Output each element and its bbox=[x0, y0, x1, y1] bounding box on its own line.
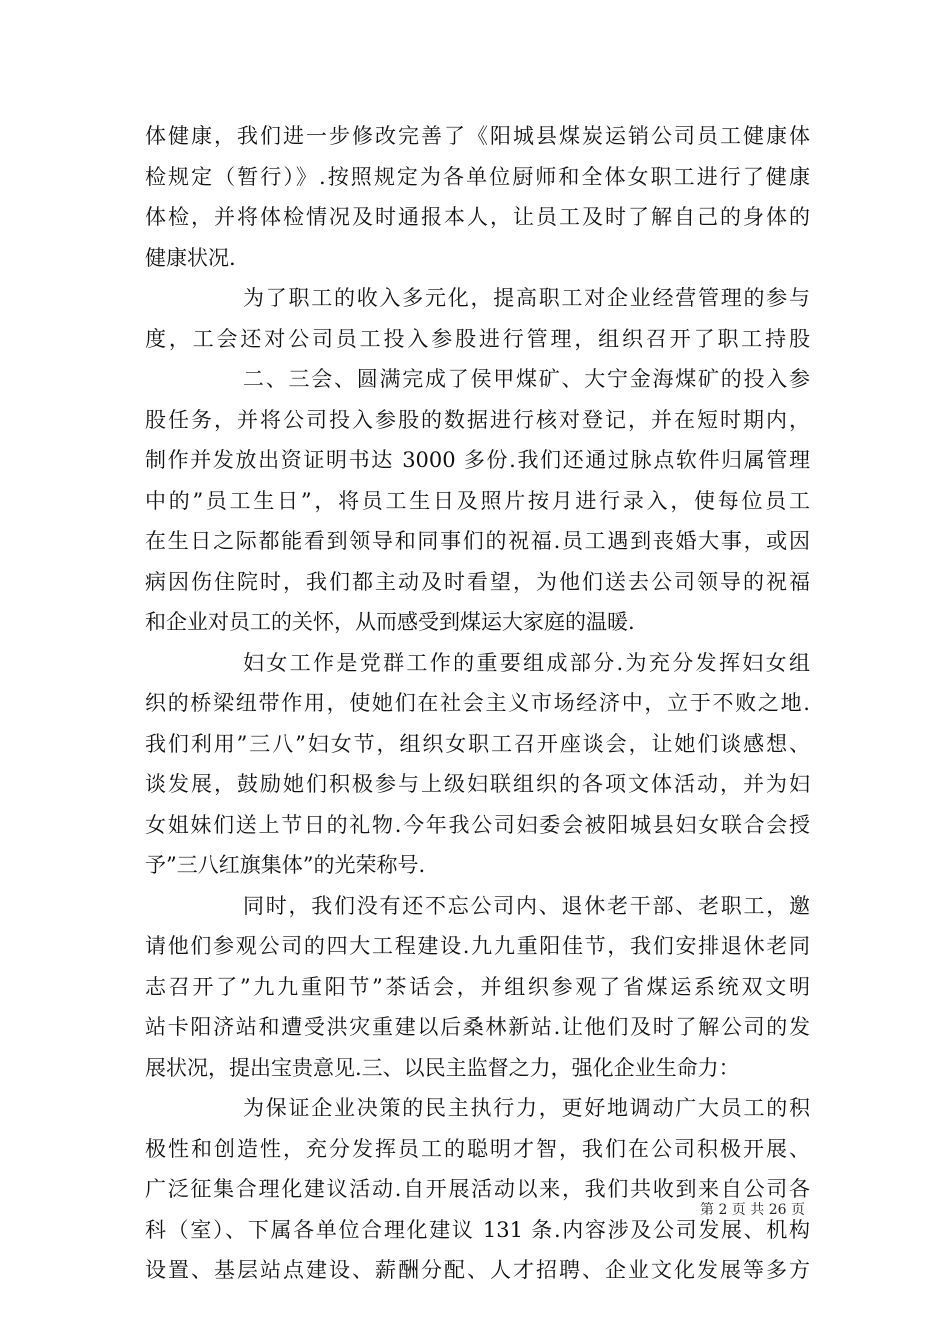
text-line: 科（室）、下属各单位合理化建议 131 条.内容涉及公司发展、机构 bbox=[145, 1217, 810, 1242]
page-number-footer: 第 2 页 共 26 页 bbox=[700, 1202, 805, 1218]
text-line: 健康状况. bbox=[145, 245, 236, 270]
text-line: 制作并发放出资证明书达 3000 多份.我们还通过脉点软件归属管理 bbox=[145, 448, 810, 472]
text-line: 广泛征集合理化建议活动.自开展活动以来，我们共收到来自公司各 bbox=[145, 1177, 810, 1201]
text-line: 设置、基层站点建设、薪酬分配、人才招聘、企业文化发展等多方 bbox=[145, 1258, 810, 1282]
text-line: 为了职工的收入多元化，提高职工对企业经营管理的参与 bbox=[243, 286, 810, 310]
text-line: 我们利用”三八”妇女节，组织女职工召开座谈会，让她们谈感想、 bbox=[145, 731, 810, 756]
text-line: 站卡阳济站和遭受洪灾重建以后桑林新站.让他们及时了解公司的发 bbox=[145, 1015, 810, 1039]
text-line: 同时，我们没有还不忘公司内、退休老干部、老职工，邀 bbox=[243, 893, 810, 918]
text-line: 中的”员工生日”，将员工生日及照片按月进行录入，使每位员工 bbox=[145, 488, 810, 513]
text-line: 体健康，我们进一步修改完善了《阳城县煤炭运销公司员工健康体 bbox=[145, 124, 810, 148]
text-line: 为保证企业决策的民主执行力，更好地调动广大员工的积 bbox=[243, 1096, 810, 1120]
text-line: 和企业对员工的关怀，从而感受到煤运大家庭的温暖. bbox=[145, 610, 635, 634]
text-line: 妇女工作是党群工作的重要组成部分.为充分发挥妇女组 bbox=[243, 650, 810, 675]
text-line: 志召开了”九九重阳节”茶话会，并组织参观了省煤运系统双文明 bbox=[145, 974, 810, 999]
text-line: 极性和创造性，充分发挥员工的聪明才智，我们在公司积极开展、 bbox=[145, 1136, 810, 1161]
text-line: 展状况，提出宝贵意见.三、以民主监督之力，强化企业生命力： bbox=[145, 1055, 740, 1080]
text-line: 体检，并将体检情况及时通报本人，让员工及时了解自己的身体的 bbox=[145, 205, 810, 229]
text-line: 二、三会、圆满完成了侯甲煤矿、大宁金海煤矿的投入参 bbox=[243, 367, 810, 391]
text-line: 女姐妹们送上节日的礼物.今年我公司妇委会被阳城县妇女联合会授 bbox=[145, 812, 810, 837]
text-line: 谈发展，鼓励她们积极参与上级妇联组织的各项文体活动，并为妇 bbox=[145, 772, 810, 796]
text-line: 检规定（暂行）》.按照规定为各单位厨师和全体女职工进行了健康 bbox=[145, 164, 810, 189]
text-line: 织的桥梁纽带作用，使她们在社会主义市场经济中，立于不败之地. bbox=[145, 691, 810, 715]
document-body bbox=[145, 116, 810, 1291]
text-line: 度，工会还对公司员工投入参股进行管理，组织召开了职工持股 bbox=[145, 326, 810, 351]
text-line: 予”三八红旗集体”的光荣称号. bbox=[145, 853, 426, 877]
text-line: 股任务，并将公司投入参股的数据进行核对登记，并在短时期内， bbox=[145, 407, 810, 432]
text-line: 请他们参观公司的四大工程建设.九九重阳佳节，我们安排退休老同 bbox=[145, 934, 810, 958]
text-line: 病因伤住院时，我们都主动及时看望，为他们送去公司领导的祝福 bbox=[145, 569, 810, 594]
text-line: 在生日之际都能看到领导和同事们的祝福.员工遇到丧婚大事，或因 bbox=[145, 529, 810, 553]
